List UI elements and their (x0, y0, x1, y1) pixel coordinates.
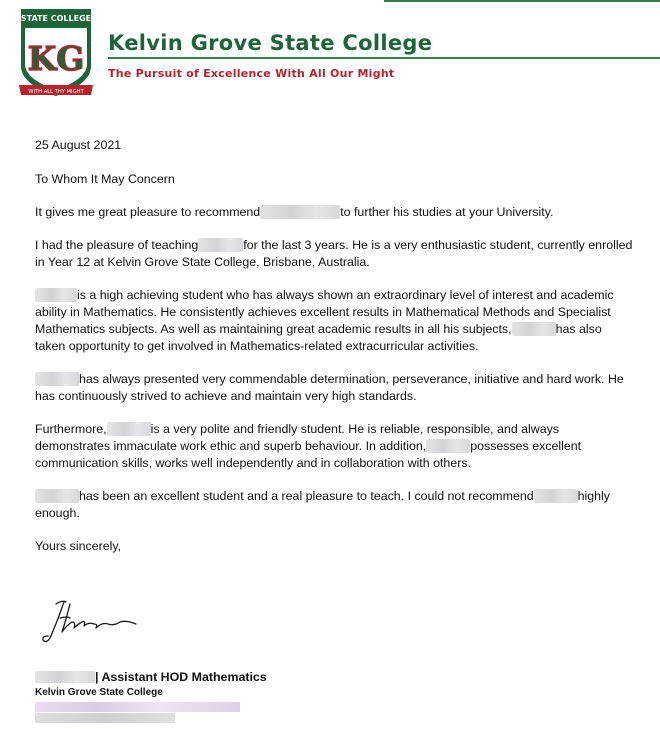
handwritten-signature (40, 596, 145, 648)
letter-paragraph-6 (35, 488, 635, 522)
signatory-title (35, 670, 267, 685)
header-divider (108, 57, 660, 59)
letter-paragraph-3 (35, 287, 635, 355)
school-crest-logo (18, 6, 94, 100)
school-motto: The Pursuit of Excellence With All Our Might (108, 67, 395, 80)
paragraph-text: It gives me great pleasure to recommend (35, 205, 261, 219)
paragraph-text: has also taken opportunity to get involved in Mathematics-related extracurricular activities. (35, 322, 602, 353)
crest-banner-text: WITH ALL THY MIGHT (28, 89, 84, 95)
school-name: Kelvin Grove State College (108, 31, 433, 55)
letter-paragraph-1 (35, 204, 635, 221)
redacted-name (260, 205, 340, 219)
paragraph-text: highly enough. (35, 489, 610, 520)
signatory-college: Kelvin Grove State College (35, 687, 163, 698)
paragraph-text: possesses excellent communication skills, works well independently and in collaboration with others. (35, 439, 582, 470)
top-border-line (384, 0, 660, 2)
redacted-name (35, 372, 79, 386)
redacted-name (426, 439, 470, 453)
redacted-name (35, 288, 77, 302)
letter-salutation: To Whom It May Concern (35, 172, 175, 186)
letter-paragraph-2 (35, 237, 635, 271)
redacted-name (35, 489, 79, 503)
paragraph-text: is a very polite and friendly student. He is reliable, responsible, and always demonstrates immaculate work ethic and superb behaviour. In addition, (35, 422, 560, 453)
paragraph-text: Furthermore, (35, 422, 107, 436)
crest-monogram: KG (27, 39, 85, 78)
letter-paragraph-4 (35, 371, 635, 405)
paragraph-text: I had the pleasure of teaching (35, 238, 199, 252)
redacted-contact (35, 713, 175, 723)
redacted-name (107, 422, 151, 436)
letter-body (35, 137, 635, 571)
paragraph-text: has been an excellent student and a real pleasure to teach. I could not recommend (79, 489, 534, 503)
letter-date: 25 August 2021 (35, 138, 122, 152)
paragraph-text: to further his studies at your University. (340, 205, 554, 219)
redacted-name (512, 322, 556, 336)
paragraph-text: for the last 3 years. He is a very enthusiastic student, currently enrolled in Year 12 at Kelvin Grove State College, Brisbane, Australia. (35, 238, 633, 269)
signature-block (35, 670, 267, 700)
redacted-name (198, 238, 243, 252)
redacted-name (534, 489, 578, 503)
paragraph-text: is a high achieving student who has always shown an extraordinary level of interest and academic ability in Mathematics. He consistently achieves excellent results in Mathematical Methods and Specialist Mathematics subjects. As well as maintaining great academic results in all his subjects, (35, 288, 614, 336)
signatory-title-text: | Assistant HOD Mathematics (95, 670, 267, 684)
letter-paragraph-5 (35, 421, 635, 472)
crest-text-top: STATE COLLEGE (20, 14, 92, 23)
letter-closing: Yours sincerely, (35, 539, 122, 553)
redacted-name (35, 671, 95, 683)
paragraph-text: has always presented very commendable determination, perseverance, initiative and hard work. He has continuously strived to achieve and maintain very high standards. (35, 372, 624, 403)
redacted-contact (35, 702, 240, 712)
